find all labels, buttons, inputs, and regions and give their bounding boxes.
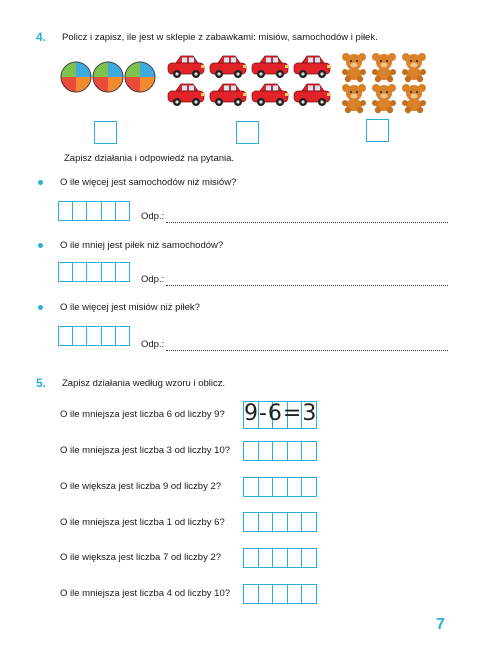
task5-row-1: O ile mniejsza jest liczba 6 od liczby 9?: [60, 409, 225, 420]
equation-grid[interactable]: [243, 548, 317, 568]
equation-grid[interactable]: [243, 477, 317, 497]
ball-count-box[interactable]: [94, 121, 117, 144]
equation-grid-1[interactable]: [58, 201, 130, 221]
cars-illustration: [164, 52, 334, 110]
question-3: O ile więcej jest misiów niż piłek?: [60, 302, 200, 313]
ball-icon: [125, 62, 155, 92]
answer-label-2: Odp.:: [141, 274, 165, 285]
answer-line-3[interactable]: [166, 350, 448, 351]
subinstruction: Zapisz działania i odpowiedź na pytania.: [64, 153, 235, 164]
bullet: [38, 180, 43, 185]
balls-illustration: [58, 60, 158, 94]
task-number: 5.: [36, 376, 47, 390]
answer-line-1[interactable]: [166, 222, 448, 223]
equation-grid[interactable]: [243, 512, 317, 532]
task5-row-3: O ile większa jest liczba 9 od liczby 2?: [60, 481, 222, 492]
task-number: 4.: [36, 30, 47, 44]
bullet: [38, 305, 43, 310]
task-instruction: Policz i zapisz, ile jest w sklepie z zabawkami: misiów, samochodów i piłek.: [62, 32, 378, 43]
task5-row-2: O ile mniejsza jest liczba 3 od liczby 10?: [60, 445, 231, 456]
ball-icon: [61, 62, 91, 92]
page-number: 7: [436, 616, 445, 633]
task-instruction: Zapisz działania według wzoru i oblicz.: [62, 378, 226, 389]
task5-row-4: O ile mniejsza jest liczba 1 od liczby 6?: [60, 517, 225, 528]
question-1: O ile więcej jest samochodów niż misiów?: [60, 177, 237, 188]
bullet: [38, 243, 43, 248]
equation-grid-2[interactable]: [58, 262, 130, 282]
car-count-box[interactable]: [236, 121, 259, 144]
task5-row-6: O ile mniejsza jest liczba 4 od liczby 10?: [60, 588, 231, 599]
answer-line-2[interactable]: [166, 285, 448, 286]
example-equation: 9-6=3: [244, 401, 318, 426]
equation-grid-3[interactable]: [58, 326, 130, 346]
teddy-bears-illustration: [340, 52, 432, 114]
task5-row-5: O ile większa jest liczba 7 od liczby 2?: [60, 552, 222, 563]
bear-count-box[interactable]: [366, 119, 389, 142]
equation-grid[interactable]: [243, 441, 317, 461]
ball-icon: [93, 62, 123, 92]
equation-grid[interactable]: [243, 584, 317, 604]
answer-label-3: Odp.:: [141, 339, 165, 350]
answer-label-1: Odp.:: [141, 211, 165, 222]
question-2: O ile mniej jest piłek niż samochodów?: [60, 240, 224, 251]
